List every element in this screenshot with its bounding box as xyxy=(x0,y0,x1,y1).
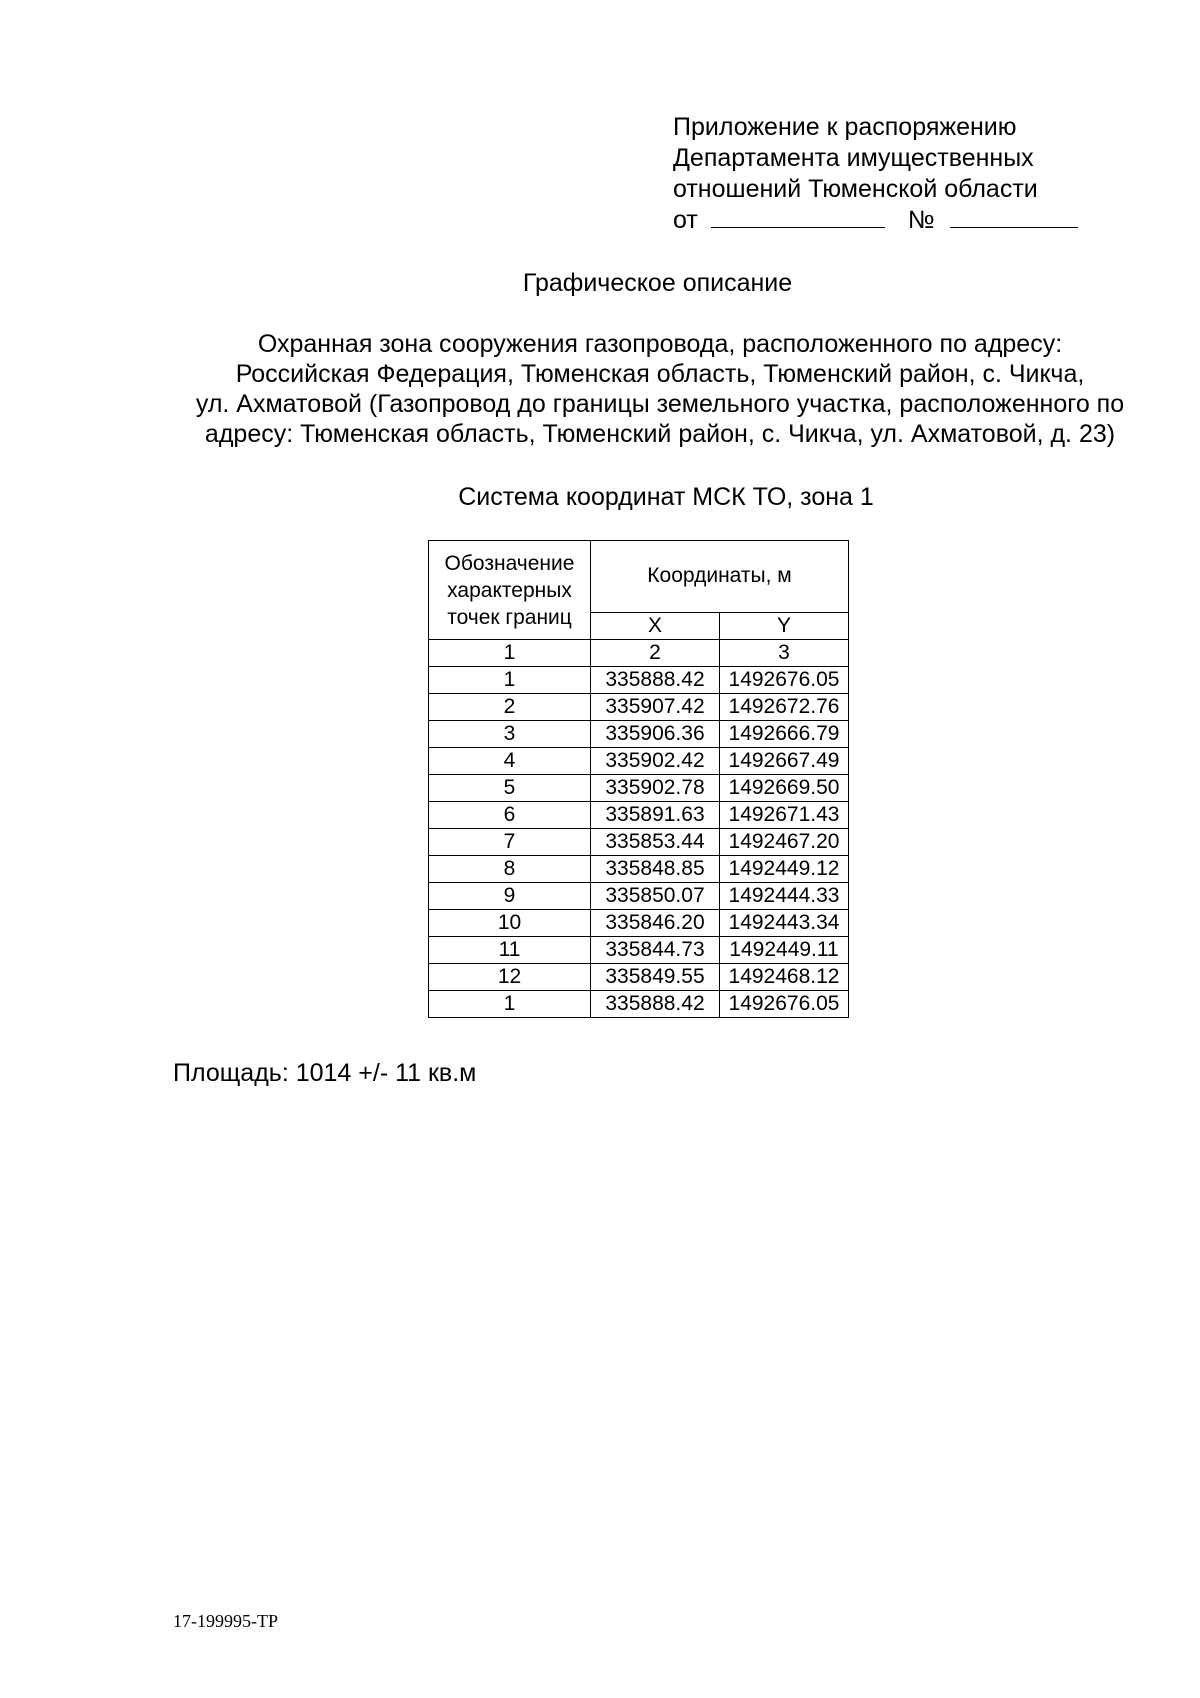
appendix-line-4 xyxy=(673,205,1078,236)
point-cell: 1 xyxy=(429,667,591,694)
y-cell: 1492467.20 xyxy=(720,829,849,856)
table-row xyxy=(429,748,849,775)
y-cell: 1492444.33 xyxy=(720,883,849,910)
description-line-4: адресу: Тюменская область, Тюменский район, с. Чикча, ул. Ахматовой, д. 23) xyxy=(204,420,1116,448)
number-blank xyxy=(950,205,1078,228)
appendix-line-2: Департамента имущественных xyxy=(673,144,1034,172)
coordinates-table xyxy=(428,540,849,1018)
x-cell: 335849.55 xyxy=(591,964,720,991)
header-points-line-1: Обозначение xyxy=(444,551,575,575)
table-row xyxy=(429,883,849,910)
y-cell: 1492676.05 xyxy=(720,991,849,1018)
appendix-number-label: № xyxy=(907,206,935,234)
table-row xyxy=(429,829,849,856)
point-cell: 8 xyxy=(429,856,591,883)
x-cell: 335844.73 xyxy=(591,937,720,964)
x-cell: 335906.36 xyxy=(591,721,720,748)
x-cell: 335850.07 xyxy=(591,883,720,910)
appendix-line-3: отношений Тюменской области xyxy=(673,175,1038,203)
header-y: Y xyxy=(720,612,849,639)
point-cell: 12 xyxy=(429,964,591,991)
header-points xyxy=(429,541,591,640)
x-cell: 335891.63 xyxy=(591,802,720,829)
zone-description xyxy=(160,329,1160,449)
header-x: X xyxy=(591,612,720,639)
x-cell: 335888.42 xyxy=(591,667,720,694)
appendix-line-1: Приложение к распоряжению xyxy=(673,113,1017,141)
y-cell: 1492449.12 xyxy=(720,856,849,883)
date-blank xyxy=(711,205,885,228)
y-cell: 1492667.49 xyxy=(720,748,849,775)
table-row xyxy=(429,802,849,829)
y-cell: 1492666.79 xyxy=(720,721,849,748)
point-cell: 2 xyxy=(429,694,591,721)
x-cell: 335848.85 xyxy=(591,856,720,883)
appendix-from-label: от xyxy=(673,206,698,234)
area-label: Площадь: 1014 +/- 11 кв.м xyxy=(173,1059,477,1087)
point-cell: 1 xyxy=(429,991,591,1018)
y-cell: 1492676.05 xyxy=(720,667,849,694)
column-number-2: 2 xyxy=(591,640,720,667)
y-cell: 1492449.11 xyxy=(720,937,849,964)
table-row xyxy=(429,694,849,721)
x-cell: 335846.20 xyxy=(591,910,720,937)
x-cell: 335853.44 xyxy=(591,829,720,856)
table-row xyxy=(429,991,849,1018)
column-number-3: 3 xyxy=(720,640,849,667)
y-cell: 1492671.43 xyxy=(720,802,849,829)
table-row xyxy=(429,775,849,802)
point-cell: 5 xyxy=(429,775,591,802)
description-line-2: Российская Федерация, Тюменская область, Тюменский район, с. Чикча, xyxy=(235,360,1085,388)
x-cell: 335907.42 xyxy=(591,694,720,721)
column-number-1: 1 xyxy=(429,640,591,667)
description-line-1: Охранная зона сооружения газопровода, расположенного по адресу: xyxy=(257,330,1063,358)
point-cell: 10 xyxy=(429,910,591,937)
table-row xyxy=(429,964,849,991)
description-line-3: ул. Ахматовой (Газопровод до границы земельного участка, расположенного по xyxy=(195,390,1125,418)
point-cell: 3 xyxy=(429,721,591,748)
x-cell: 335902.42 xyxy=(591,748,720,775)
table-row xyxy=(429,721,849,748)
point-cell: 6 xyxy=(429,802,591,829)
point-cell: 9 xyxy=(429,883,591,910)
header-points-line-2: характерных xyxy=(447,578,572,602)
table-row xyxy=(429,910,849,937)
y-cell: 1492443.34 xyxy=(720,910,849,937)
x-cell: 335902.78 xyxy=(591,775,720,802)
point-cell: 4 xyxy=(429,748,591,775)
header-points-line-3: точек границ xyxy=(447,605,572,629)
y-cell: 1492672.76 xyxy=(720,694,849,721)
header-coordinates: Координаты, м xyxy=(591,541,849,613)
point-cell: 7 xyxy=(429,829,591,856)
y-cell: 1492669.50 xyxy=(720,775,849,802)
point-cell: 11 xyxy=(429,937,591,964)
coordinate-system: Система координат МСК ТО, зона 1 xyxy=(458,483,874,511)
appendix-header xyxy=(673,112,1078,236)
table-row xyxy=(429,937,849,964)
x-cell: 335888.42 xyxy=(591,991,720,1018)
table-row xyxy=(429,856,849,883)
document-title: Графическое описание xyxy=(522,269,793,297)
table-row xyxy=(429,667,849,694)
y-cell: 1492468.12 xyxy=(720,964,849,991)
document-code: 17-199995-ТР xyxy=(173,1611,278,1631)
